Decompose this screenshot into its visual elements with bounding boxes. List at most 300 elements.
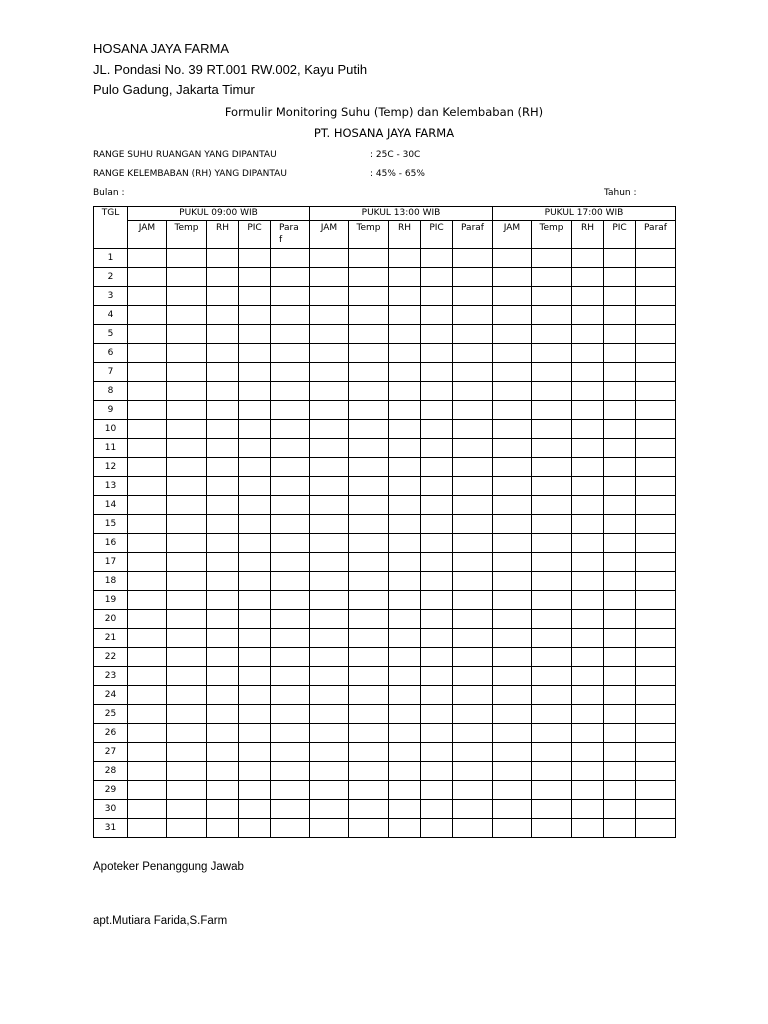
entry-cell[interactable] bbox=[207, 306, 239, 325]
entry-cell[interactable] bbox=[421, 705, 453, 724]
entry-cell[interactable] bbox=[167, 306, 207, 325]
entry-cell[interactable] bbox=[532, 249, 572, 268]
entry-cell[interactable] bbox=[167, 762, 207, 781]
entry-cell[interactable] bbox=[421, 743, 453, 762]
entry-cell[interactable] bbox=[310, 648, 349, 667]
entry-cell[interactable] bbox=[453, 553, 493, 572]
entry-cell[interactable] bbox=[349, 591, 389, 610]
entry-cell[interactable] bbox=[493, 515, 532, 534]
entry-cell[interactable] bbox=[207, 363, 239, 382]
entry-cell[interactable] bbox=[389, 477, 421, 496]
entry-cell[interactable] bbox=[128, 724, 167, 743]
entry-cell[interactable] bbox=[167, 249, 207, 268]
entry-cell[interactable] bbox=[604, 800, 636, 819]
entry-cell[interactable] bbox=[167, 477, 207, 496]
entry-cell[interactable] bbox=[493, 762, 532, 781]
entry-cell[interactable] bbox=[271, 591, 310, 610]
entry-cell[interactable] bbox=[167, 819, 207, 838]
entry-cell[interactable] bbox=[207, 686, 239, 705]
entry-cell[interactable] bbox=[453, 515, 493, 534]
entry-cell[interactable] bbox=[128, 819, 167, 838]
entry-cell[interactable] bbox=[493, 325, 532, 344]
entry-cell[interactable] bbox=[207, 762, 239, 781]
entry-cell[interactable] bbox=[572, 325, 604, 344]
entry-cell[interactable] bbox=[604, 306, 636, 325]
entry-cell[interactable] bbox=[128, 439, 167, 458]
entry-cell[interactable] bbox=[493, 249, 532, 268]
entry-cell[interactable] bbox=[604, 534, 636, 553]
entry-cell[interactable] bbox=[604, 439, 636, 458]
entry-cell[interactable] bbox=[239, 819, 271, 838]
entry-cell[interactable] bbox=[604, 515, 636, 534]
entry-cell[interactable] bbox=[421, 363, 453, 382]
entry-cell[interactable] bbox=[532, 553, 572, 572]
entry-cell[interactable] bbox=[421, 553, 453, 572]
entry-cell[interactable] bbox=[239, 325, 271, 344]
entry-cell[interactable] bbox=[310, 344, 349, 363]
entry-cell[interactable] bbox=[453, 762, 493, 781]
entry-cell[interactable] bbox=[271, 363, 310, 382]
entry-cell[interactable] bbox=[207, 401, 239, 420]
entry-cell[interactable] bbox=[207, 591, 239, 610]
entry-cell[interactable] bbox=[493, 819, 532, 838]
entry-cell[interactable] bbox=[572, 667, 604, 686]
entry-cell[interactable] bbox=[239, 363, 271, 382]
entry-cell[interactable] bbox=[271, 610, 310, 629]
entry-cell[interactable] bbox=[421, 610, 453, 629]
entry-cell[interactable] bbox=[207, 439, 239, 458]
entry-cell[interactable] bbox=[207, 382, 239, 401]
entry-cell[interactable] bbox=[207, 496, 239, 515]
entry-cell[interactable] bbox=[349, 439, 389, 458]
entry-cell[interactable] bbox=[271, 629, 310, 648]
entry-cell[interactable] bbox=[532, 325, 572, 344]
entry-cell[interactable] bbox=[207, 515, 239, 534]
entry-cell[interactable] bbox=[421, 762, 453, 781]
entry-cell[interactable] bbox=[207, 458, 239, 477]
entry-cell[interactable] bbox=[389, 458, 421, 477]
entry-cell[interactable] bbox=[453, 610, 493, 629]
entry-cell[interactable] bbox=[271, 268, 310, 287]
entry-cell[interactable] bbox=[167, 610, 207, 629]
entry-cell[interactable] bbox=[349, 648, 389, 667]
entry-cell[interactable] bbox=[421, 496, 453, 515]
entry-cell[interactable] bbox=[167, 344, 207, 363]
entry-cell[interactable] bbox=[349, 800, 389, 819]
entry-cell[interactable] bbox=[167, 572, 207, 591]
entry-cell[interactable] bbox=[604, 325, 636, 344]
entry-cell[interactable] bbox=[604, 572, 636, 591]
entry-cell[interactable] bbox=[532, 591, 572, 610]
entry-cell[interactable] bbox=[310, 572, 349, 591]
entry-cell[interactable] bbox=[421, 439, 453, 458]
entry-cell[interactable] bbox=[453, 800, 493, 819]
entry-cell[interactable] bbox=[572, 287, 604, 306]
entry-cell[interactable] bbox=[572, 363, 604, 382]
entry-cell[interactable] bbox=[636, 382, 676, 401]
entry-cell[interactable] bbox=[239, 762, 271, 781]
entry-cell[interactable] bbox=[636, 591, 676, 610]
entry-cell[interactable] bbox=[271, 572, 310, 591]
entry-cell[interactable] bbox=[493, 743, 532, 762]
entry-cell[interactable] bbox=[349, 306, 389, 325]
entry-cell[interactable] bbox=[572, 420, 604, 439]
entry-cell[interactable] bbox=[636, 401, 676, 420]
entry-cell[interactable] bbox=[389, 686, 421, 705]
entry-cell[interactable] bbox=[271, 800, 310, 819]
entry-cell[interactable] bbox=[207, 268, 239, 287]
entry-cell[interactable] bbox=[636, 686, 676, 705]
entry-cell[interactable] bbox=[239, 724, 271, 743]
entry-cell[interactable] bbox=[207, 800, 239, 819]
entry-cell[interactable] bbox=[349, 287, 389, 306]
entry-cell[interactable] bbox=[128, 667, 167, 686]
entry-cell[interactable] bbox=[349, 705, 389, 724]
entry-cell[interactable] bbox=[493, 724, 532, 743]
entry-cell[interactable] bbox=[349, 724, 389, 743]
entry-cell[interactable] bbox=[349, 382, 389, 401]
entry-cell[interactable] bbox=[349, 458, 389, 477]
entry-cell[interactable] bbox=[604, 705, 636, 724]
entry-cell[interactable] bbox=[389, 382, 421, 401]
entry-cell[interactable] bbox=[421, 819, 453, 838]
entry-cell[interactable] bbox=[604, 458, 636, 477]
entry-cell[interactable] bbox=[271, 743, 310, 762]
entry-cell[interactable] bbox=[453, 401, 493, 420]
entry-cell[interactable] bbox=[310, 610, 349, 629]
entry-cell[interactable] bbox=[349, 686, 389, 705]
entry-cell[interactable] bbox=[389, 743, 421, 762]
entry-cell[interactable] bbox=[572, 610, 604, 629]
entry-cell[interactable] bbox=[128, 610, 167, 629]
entry-cell[interactable] bbox=[604, 477, 636, 496]
entry-cell[interactable] bbox=[532, 458, 572, 477]
entry-cell[interactable] bbox=[349, 629, 389, 648]
entry-cell[interactable] bbox=[572, 458, 604, 477]
entry-cell[interactable] bbox=[604, 686, 636, 705]
entry-cell[interactable] bbox=[310, 325, 349, 344]
entry-cell[interactable] bbox=[532, 363, 572, 382]
entry-cell[interactable] bbox=[604, 553, 636, 572]
entry-cell[interactable] bbox=[421, 781, 453, 800]
entry-cell[interactable] bbox=[604, 819, 636, 838]
entry-cell[interactable] bbox=[493, 382, 532, 401]
entry-cell[interactable] bbox=[128, 287, 167, 306]
entry-cell[interactable] bbox=[636, 287, 676, 306]
entry-cell[interactable] bbox=[310, 800, 349, 819]
entry-cell[interactable] bbox=[604, 363, 636, 382]
entry-cell[interactable] bbox=[532, 648, 572, 667]
entry-cell[interactable] bbox=[239, 667, 271, 686]
entry-cell[interactable] bbox=[421, 268, 453, 287]
entry-cell[interactable] bbox=[572, 439, 604, 458]
entry-cell[interactable] bbox=[271, 667, 310, 686]
entry-cell[interactable] bbox=[207, 553, 239, 572]
entry-cell[interactable] bbox=[493, 306, 532, 325]
entry-cell[interactable] bbox=[604, 249, 636, 268]
entry-cell[interactable] bbox=[310, 534, 349, 553]
entry-cell[interactable] bbox=[207, 819, 239, 838]
entry-cell[interactable] bbox=[493, 439, 532, 458]
entry-cell[interactable] bbox=[572, 629, 604, 648]
entry-cell[interactable] bbox=[239, 553, 271, 572]
entry-cell[interactable] bbox=[453, 477, 493, 496]
entry-cell[interactable] bbox=[532, 534, 572, 553]
entry-cell[interactable] bbox=[493, 553, 532, 572]
entry-cell[interactable] bbox=[239, 781, 271, 800]
entry-cell[interactable] bbox=[421, 306, 453, 325]
entry-cell[interactable] bbox=[453, 686, 493, 705]
entry-cell[interactable] bbox=[167, 648, 207, 667]
entry-cell[interactable] bbox=[128, 496, 167, 515]
entry-cell[interactable] bbox=[636, 762, 676, 781]
entry-cell[interactable] bbox=[636, 477, 676, 496]
entry-cell[interactable] bbox=[604, 724, 636, 743]
entry-cell[interactable] bbox=[167, 458, 207, 477]
entry-cell[interactable] bbox=[453, 819, 493, 838]
entry-cell[interactable] bbox=[636, 344, 676, 363]
entry-cell[interactable] bbox=[389, 800, 421, 819]
entry-cell[interactable] bbox=[636, 553, 676, 572]
entry-cell[interactable] bbox=[128, 629, 167, 648]
entry-cell[interactable] bbox=[167, 325, 207, 344]
entry-cell[interactable] bbox=[453, 781, 493, 800]
entry-cell[interactable] bbox=[636, 363, 676, 382]
entry-cell[interactable] bbox=[271, 439, 310, 458]
entry-cell[interactable] bbox=[349, 363, 389, 382]
entry-cell[interactable] bbox=[532, 724, 572, 743]
entry-cell[interactable] bbox=[604, 287, 636, 306]
entry-cell[interactable] bbox=[389, 762, 421, 781]
entry-cell[interactable] bbox=[389, 819, 421, 838]
entry-cell[interactable] bbox=[604, 591, 636, 610]
entry-cell[interactable] bbox=[572, 534, 604, 553]
entry-cell[interactable] bbox=[453, 534, 493, 553]
entry-cell[interactable] bbox=[532, 401, 572, 420]
entry-cell[interactable] bbox=[271, 382, 310, 401]
entry-cell[interactable] bbox=[310, 743, 349, 762]
entry-cell[interactable] bbox=[167, 268, 207, 287]
entry-cell[interactable] bbox=[636, 648, 676, 667]
entry-cell[interactable] bbox=[572, 724, 604, 743]
entry-cell[interactable] bbox=[128, 382, 167, 401]
entry-cell[interactable] bbox=[349, 496, 389, 515]
entry-cell[interactable] bbox=[239, 439, 271, 458]
entry-cell[interactable] bbox=[310, 762, 349, 781]
entry-cell[interactable] bbox=[128, 705, 167, 724]
entry-cell[interactable] bbox=[128, 553, 167, 572]
entry-cell[interactable] bbox=[239, 572, 271, 591]
entry-cell[interactable] bbox=[167, 287, 207, 306]
entry-cell[interactable] bbox=[532, 705, 572, 724]
entry-cell[interactable] bbox=[271, 401, 310, 420]
entry-cell[interactable] bbox=[389, 724, 421, 743]
entry-cell[interactable] bbox=[349, 553, 389, 572]
entry-cell[interactable] bbox=[532, 743, 572, 762]
entry-cell[interactable] bbox=[167, 363, 207, 382]
entry-cell[interactable] bbox=[532, 667, 572, 686]
entry-cell[interactable] bbox=[532, 344, 572, 363]
entry-cell[interactable] bbox=[128, 572, 167, 591]
entry-cell[interactable] bbox=[389, 363, 421, 382]
entry-cell[interactable] bbox=[421, 344, 453, 363]
entry-cell[interactable] bbox=[572, 477, 604, 496]
entry-cell[interactable] bbox=[453, 667, 493, 686]
entry-cell[interactable] bbox=[389, 306, 421, 325]
entry-cell[interactable] bbox=[532, 439, 572, 458]
entry-cell[interactable] bbox=[349, 667, 389, 686]
entry-cell[interactable] bbox=[310, 382, 349, 401]
entry-cell[interactable] bbox=[453, 705, 493, 724]
entry-cell[interactable] bbox=[239, 800, 271, 819]
entry-cell[interactable] bbox=[572, 344, 604, 363]
entry-cell[interactable] bbox=[389, 781, 421, 800]
entry-cell[interactable] bbox=[453, 344, 493, 363]
entry-cell[interactable] bbox=[349, 572, 389, 591]
entry-cell[interactable] bbox=[310, 591, 349, 610]
entry-cell[interactable] bbox=[128, 781, 167, 800]
entry-cell[interactable] bbox=[128, 762, 167, 781]
entry-cell[interactable] bbox=[572, 648, 604, 667]
entry-cell[interactable] bbox=[239, 591, 271, 610]
entry-cell[interactable] bbox=[239, 401, 271, 420]
entry-cell[interactable] bbox=[421, 382, 453, 401]
entry-cell[interactable] bbox=[532, 800, 572, 819]
entry-cell[interactable] bbox=[128, 743, 167, 762]
entry-cell[interactable] bbox=[532, 572, 572, 591]
entry-cell[interactable] bbox=[493, 534, 532, 553]
entry-cell[interactable] bbox=[636, 724, 676, 743]
entry-cell[interactable] bbox=[636, 439, 676, 458]
entry-cell[interactable] bbox=[532, 496, 572, 515]
entry-cell[interactable] bbox=[271, 325, 310, 344]
entry-cell[interactable] bbox=[310, 819, 349, 838]
entry-cell[interactable] bbox=[389, 572, 421, 591]
entry-cell[interactable] bbox=[271, 534, 310, 553]
entry-cell[interactable] bbox=[572, 401, 604, 420]
entry-cell[interactable] bbox=[493, 420, 532, 439]
entry-cell[interactable] bbox=[493, 648, 532, 667]
entry-cell[interactable] bbox=[167, 800, 207, 819]
entry-cell[interactable] bbox=[453, 591, 493, 610]
entry-cell[interactable] bbox=[128, 686, 167, 705]
entry-cell[interactable] bbox=[239, 287, 271, 306]
entry-cell[interactable] bbox=[636, 515, 676, 534]
entry-cell[interactable] bbox=[389, 344, 421, 363]
entry-cell[interactable] bbox=[572, 496, 604, 515]
entry-cell[interactable] bbox=[128, 344, 167, 363]
entry-cell[interactable] bbox=[636, 705, 676, 724]
entry-cell[interactable] bbox=[310, 420, 349, 439]
entry-cell[interactable] bbox=[310, 705, 349, 724]
entry-cell[interactable] bbox=[349, 420, 389, 439]
entry-cell[interactable] bbox=[421, 325, 453, 344]
entry-cell[interactable] bbox=[493, 591, 532, 610]
entry-cell[interactable] bbox=[604, 629, 636, 648]
entry-cell[interactable] bbox=[271, 306, 310, 325]
entry-cell[interactable] bbox=[239, 515, 271, 534]
entry-cell[interactable] bbox=[389, 268, 421, 287]
entry-cell[interactable] bbox=[572, 553, 604, 572]
entry-cell[interactable] bbox=[239, 743, 271, 762]
entry-cell[interactable] bbox=[389, 401, 421, 420]
entry-cell[interactable] bbox=[532, 268, 572, 287]
entry-cell[interactable] bbox=[572, 800, 604, 819]
entry-cell[interactable] bbox=[167, 629, 207, 648]
entry-cell[interactable] bbox=[421, 401, 453, 420]
entry-cell[interactable] bbox=[421, 534, 453, 553]
entry-cell[interactable] bbox=[239, 686, 271, 705]
entry-cell[interactable] bbox=[128, 458, 167, 477]
entry-cell[interactable] bbox=[604, 496, 636, 515]
entry-cell[interactable] bbox=[239, 477, 271, 496]
entry-cell[interactable] bbox=[167, 686, 207, 705]
entry-cell[interactable] bbox=[604, 648, 636, 667]
entry-cell[interactable] bbox=[167, 781, 207, 800]
entry-cell[interactable] bbox=[453, 743, 493, 762]
entry-cell[interactable] bbox=[453, 629, 493, 648]
entry-cell[interactable] bbox=[493, 610, 532, 629]
entry-cell[interactable] bbox=[636, 268, 676, 287]
entry-cell[interactable] bbox=[349, 515, 389, 534]
entry-cell[interactable] bbox=[207, 705, 239, 724]
entry-cell[interactable] bbox=[532, 477, 572, 496]
entry-cell[interactable] bbox=[271, 686, 310, 705]
entry-cell[interactable] bbox=[493, 363, 532, 382]
entry-cell[interactable] bbox=[349, 401, 389, 420]
entry-cell[interactable] bbox=[349, 819, 389, 838]
entry-cell[interactable] bbox=[572, 743, 604, 762]
entry-cell[interactable] bbox=[271, 762, 310, 781]
entry-cell[interactable] bbox=[271, 420, 310, 439]
entry-cell[interactable] bbox=[532, 420, 572, 439]
entry-cell[interactable] bbox=[493, 401, 532, 420]
entry-cell[interactable] bbox=[349, 762, 389, 781]
entry-cell[interactable] bbox=[207, 325, 239, 344]
entry-cell[interactable] bbox=[310, 781, 349, 800]
entry-cell[interactable] bbox=[636, 306, 676, 325]
entry-cell[interactable] bbox=[128, 515, 167, 534]
entry-cell[interactable] bbox=[604, 420, 636, 439]
entry-cell[interactable] bbox=[128, 477, 167, 496]
entry-cell[interactable] bbox=[349, 325, 389, 344]
entry-cell[interactable] bbox=[421, 515, 453, 534]
entry-cell[interactable] bbox=[636, 629, 676, 648]
entry-cell[interactable] bbox=[421, 667, 453, 686]
entry-cell[interactable] bbox=[532, 287, 572, 306]
entry-cell[interactable] bbox=[421, 800, 453, 819]
entry-cell[interactable] bbox=[636, 781, 676, 800]
entry-cell[interactable] bbox=[493, 268, 532, 287]
entry-cell[interactable] bbox=[207, 781, 239, 800]
entry-cell[interactable] bbox=[389, 287, 421, 306]
entry-cell[interactable] bbox=[310, 724, 349, 743]
entry-cell[interactable] bbox=[239, 344, 271, 363]
entry-cell[interactable] bbox=[389, 648, 421, 667]
entry-cell[interactable] bbox=[572, 591, 604, 610]
entry-cell[interactable] bbox=[128, 363, 167, 382]
entry-cell[interactable] bbox=[604, 743, 636, 762]
entry-cell[interactable] bbox=[453, 287, 493, 306]
entry-cell[interactable] bbox=[271, 724, 310, 743]
entry-cell[interactable] bbox=[310, 477, 349, 496]
entry-cell[interactable] bbox=[167, 534, 207, 553]
entry-cell[interactable] bbox=[636, 667, 676, 686]
entry-cell[interactable] bbox=[532, 515, 572, 534]
entry-cell[interactable] bbox=[128, 325, 167, 344]
entry-cell[interactable] bbox=[310, 515, 349, 534]
entry-cell[interactable] bbox=[453, 306, 493, 325]
